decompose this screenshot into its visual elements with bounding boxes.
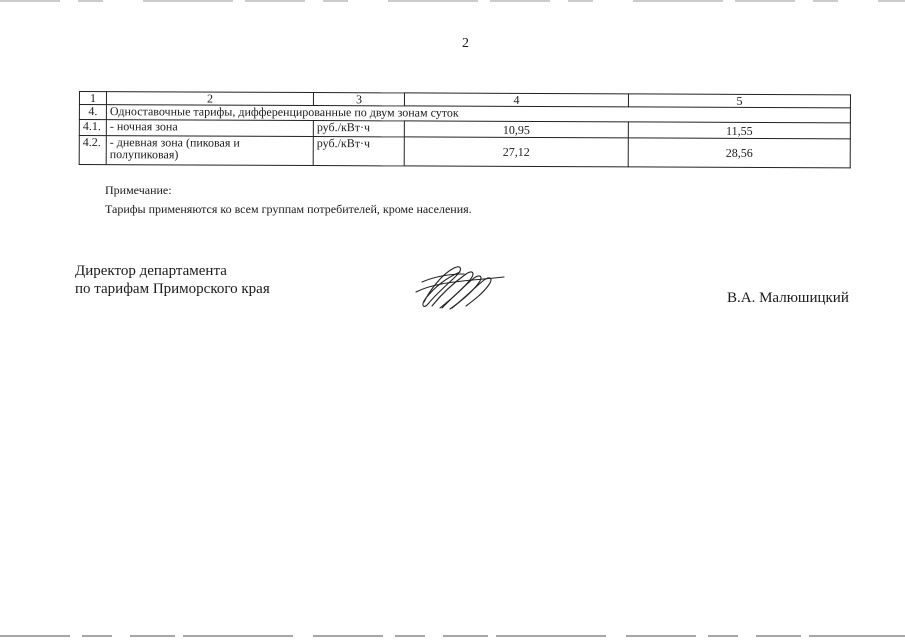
director-title-line2: по тарифам Приморского края	[75, 281, 270, 297]
row-name: - ночная зона	[106, 120, 313, 137]
scan-edge-top	[0, 0, 905, 2]
header-cell-5: 5	[628, 94, 850, 108]
header-cell-2: 2	[106, 92, 313, 106]
handwritten-signature	[412, 262, 507, 312]
header-cell-3: 3	[313, 93, 404, 106]
group-number: 4.	[79, 105, 106, 120]
row-name: - дневная зона (пиковая и полупиковая)	[106, 136, 313, 166]
row-value-col4: 10,95	[404, 121, 628, 138]
header-cell-4: 4	[404, 93, 628, 107]
row-number: 4.2.	[79, 136, 106, 165]
row-value-col5: 11,55	[628, 122, 850, 139]
note-text: Тарифы применяются ко всем группам потребителей, кроме населения.	[105, 202, 472, 216]
director-title-line1: Директор департамента	[75, 263, 227, 279]
page-number: 2	[462, 36, 469, 51]
signer-name: В.А. Малюшицкий	[727, 290, 849, 306]
director-title	[75, 262, 270, 298]
scan-edge-bottom	[0, 634, 905, 638]
tariff-table	[79, 91, 851, 168]
group-title: Одноставочные тарифы, дифференцированные по двум зонам суток	[106, 105, 850, 123]
row-unit: руб./кВт·ч	[313, 121, 404, 137]
header-cell-1: 1	[79, 92, 106, 105]
row-number: 4.1.	[79, 120, 106, 136]
note-block	[105, 181, 472, 219]
note-label: Примечание:	[105, 183, 172, 197]
row-value-col5: 28,56	[628, 138, 850, 168]
row-unit: руб./кВт·ч	[313, 137, 404, 166]
row-value-col4: 27,12	[404, 137, 628, 167]
table-row	[79, 136, 850, 168]
